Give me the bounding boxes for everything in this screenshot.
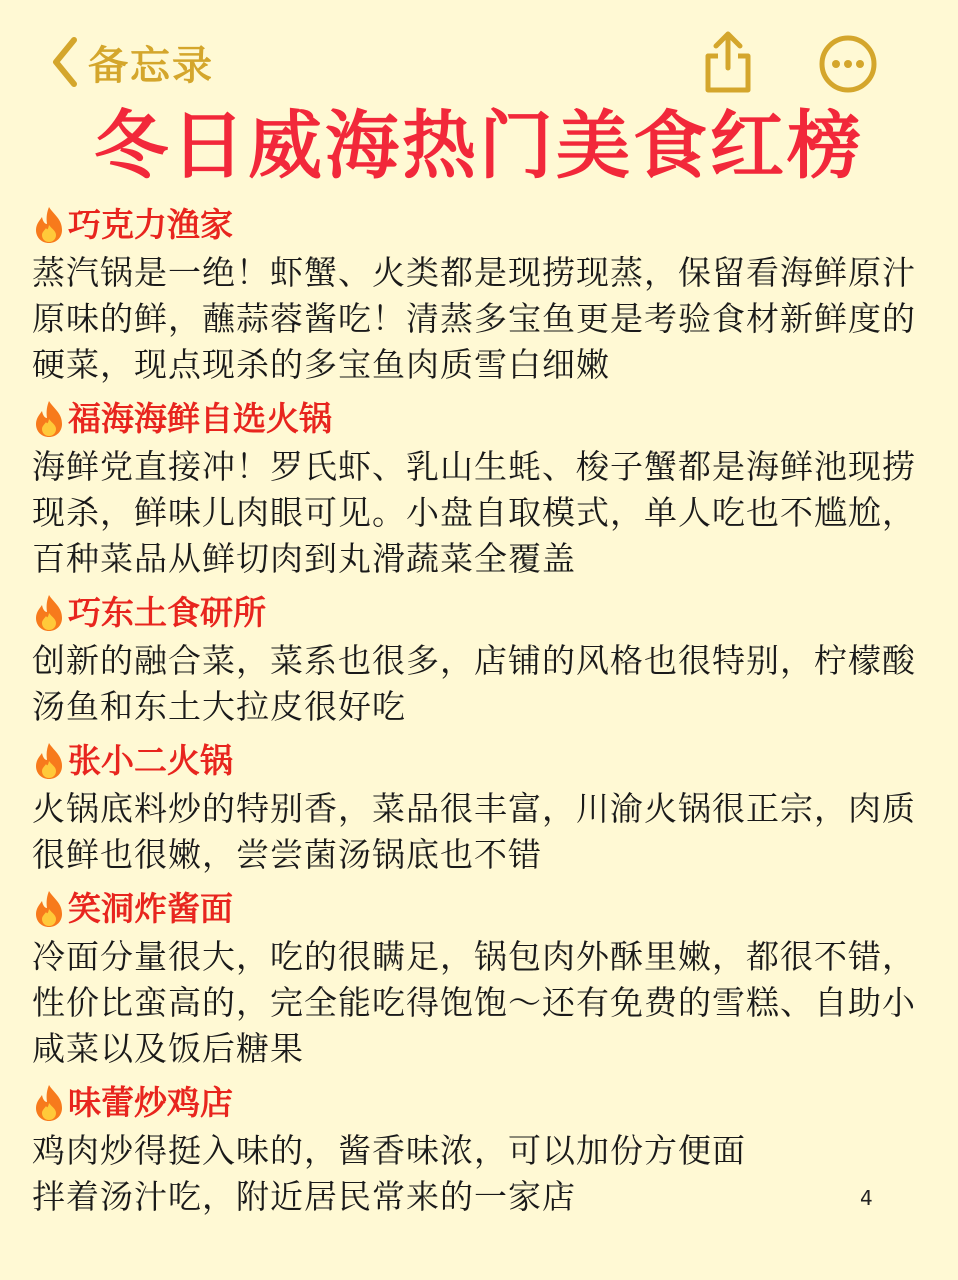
restaurant-description: 海鲜党直接冲！罗氏虾、乳山生蚝、梭子蟹都是海鲜池现捞现杀，鲜味儿肉眼可见。小盘自取模式，单人吃也不尴尬，百种菜品从鲜切肉到丸滑蔬菜全覆盖	[32, 447, 916, 578]
restaurant-description: 火锅底料炒的特别香，菜品很丰富，川渝火锅很正宗，肉质很鲜也很嫩，尝尝菌汤锅底也不错	[32, 789, 916, 874]
share-icon[interactable]	[700, 30, 756, 94]
restaurant-name: 巧克力渔家	[68, 205, 233, 244]
list-item	[32, 394, 932, 582]
list-item	[32, 1078, 932, 1220]
fire-icon	[32, 399, 66, 439]
restaurant-name: 福海海鲜自选火锅	[68, 399, 332, 438]
page-title: 冬日威海热门美食红榜	[94, 103, 864, 189]
back-label: 备忘录	[88, 42, 214, 89]
fire-icon	[32, 741, 66, 781]
restaurant-description: 鸡肉炒得挺入味的，酱香味浓，可以加份方便面 拌着汤汁吃，附近居民常来的一家店	[32, 1131, 746, 1216]
restaurant-name: 味蕾炒鸡店	[68, 1083, 233, 1122]
list-item	[32, 884, 932, 1072]
top-bar	[0, 0, 958, 110]
list-item	[32, 588, 932, 730]
restaurant-name: 张小二火锅	[68, 741, 233, 780]
restaurant-description: 创新的融合菜，菜系也很多，店铺的风格也很特别，柠檬酸汤鱼和东土大拉皮很好吃	[32, 641, 916, 726]
page-number: 4	[860, 1186, 873, 1210]
list-item	[32, 200, 932, 388]
fire-icon	[32, 1083, 66, 1123]
restaurant-description: 冷面分量很大，吃的很瞒足，锅包肉外酥里嫩，都很不错，性价比蛮高的，完全能吃得饱饱～还有免费的雪糕、自助小咸菜以及饭后糖果	[32, 937, 916, 1068]
fire-icon	[32, 593, 66, 633]
more-icon[interactable]	[818, 34, 878, 94]
list-item	[32, 736, 932, 878]
fire-icon	[32, 889, 66, 929]
note-content	[32, 200, 932, 1226]
chevron-left-icon	[50, 36, 80, 88]
fire-icon	[32, 205, 66, 245]
back-button[interactable]	[50, 30, 214, 94]
restaurant-description: 蒸汽锅是一绝！虾蟹、火类都是现捞现蒸，保留看海鲜原汁原味的鲜，蘸蒜蓉酱吃！清蒸多宝鱼更是考验食材新鲜度的硬菜，现点现杀的多宝鱼肉质雪白细嫩	[32, 253, 916, 384]
restaurant-name: 巧东土食研所	[68, 593, 266, 632]
restaurant-name: 笑洞炸酱面	[68, 889, 233, 928]
